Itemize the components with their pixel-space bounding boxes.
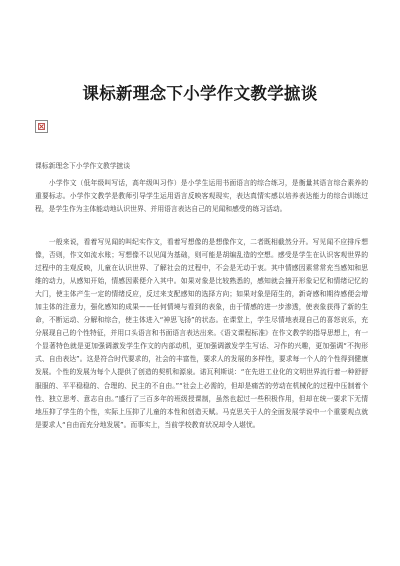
paragraph-intro: 小学作文（低年级叫写话，高年级叫习作）是小学生运用书面语言的综合练习，是衡量其语言综合素养的重要标志。小学作文教学是教师引导学生运用语言反映客观现实，表达真情实感以培养表达能力的综合训练过程，是学生作为主体能动地认识世界、并用语言表达自己的见闻和感受的练习活动。 [35,179,368,214]
paragraph-body: 一般来说，看着写见闻的叫纪实作文，看着写想像的是想像作文，二者既相截然分开。写见闻不应排斥想像，否则，作文如流水账；写想像不以见闻为基础，则可能是胡编乱造的空想。感受是学生在认识客观世界的过程中的主观反映，儿童在认识世界、了解社会的过程中，不会是无动于衷。其中情感因素常常充当感知和思维的动力，从感知开始，情感因素便介入其中。如果对象是比较熟悉的，感知就会撞开形象记忆和情绪记忆的大门，使主体产生一定的情绪反应，反过来支配感知的选择方向；如果对象是陌生的，新奇感和期待感便会增加主体的注意力，强化感知的成果——任何情境与看到的表象，由于情感的进一步渗透，使表象获得了新的生命，不断运动、分解和综合，使主体进入“神思飞扬”的状态。在课堂上，学生尽情地表现自己的喜怒哀乐，充分展现自己的个性特征，并用口头语言和书面语言表达出来。《语文课程标准》在作文教学的指导思想上，有一个显著特色就是更加强调激发学生作文的内部动机，更加强调激发学生写话、习作的兴趣，更加强调“不拘形式、自由表达”。这是符合时代要求的，社会的丰富性，要求人的发展的多样性，要求每一个人的个性得到健康发展。个性的发展为每个人提供了创造的契机和源泉。诺瓦利斯说：“在先进工业化的文明世界流行着一种舒舒服服的、平平稳稳的、合理的、民主的不自由。”“社会上必需的，但却是痛苦的劳动在机械化的过程中压制着个性、独立思考、意志自由。”盛行了三百多年的班级授课制，虽然也起过一些积极作用，但却在统一要求下无情地压抑了学生的个性，实际上压抑了儿童的本性和创造天赋。马克思关于人的全面发展学说中一个重要观点就是要求人“自由而充分地发展”。而事实上，当前学校教育状况却令人堪忧。 [35,238,368,429]
document-title: 课标新理念下小学作文教学摭谈 [82,84,318,103]
broken-image-icon [35,120,48,133]
document-subtitle: 课标新理念下小学作文教学摭谈 [35,162,131,170]
